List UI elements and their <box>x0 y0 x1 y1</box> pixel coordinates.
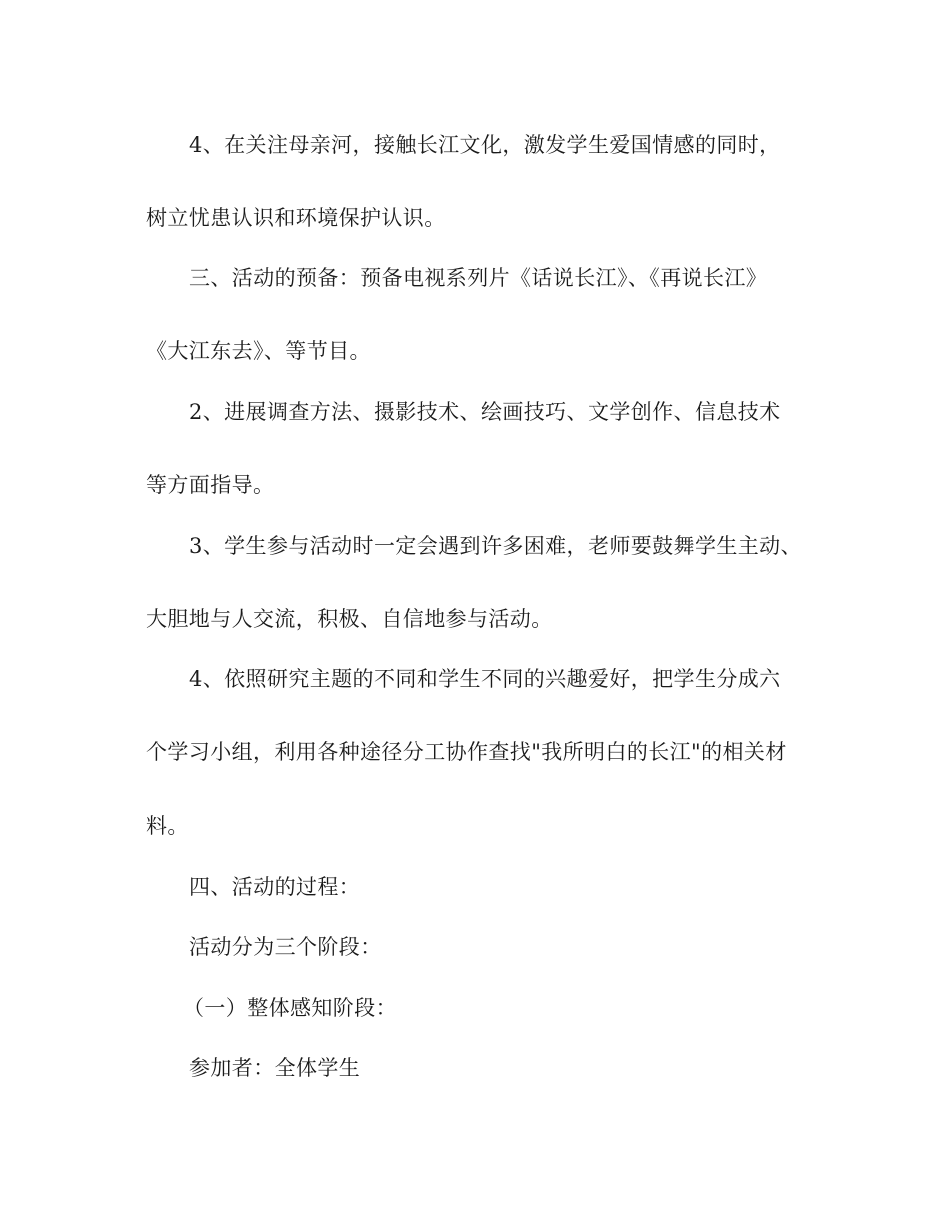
paragraph-line: 2、进展调查方法、摄影技术、绘画技巧、文学创作、信息技术 <box>189 400 781 424</box>
subsection-heading-line: （一）整体感知阶段： <box>183 996 397 1020</box>
paragraph-line: 树立忧患认识和环境保护认识。 <box>146 206 446 230</box>
paragraph-line: 等方面指导。 <box>146 473 275 497</box>
paragraph-line: 个学习小组，利用各种途径分工协作查找"我所明白的长江"的相关材 <box>146 740 787 764</box>
section-heading-line: 四、活动的过程： <box>189 875 361 899</box>
section-heading-line: 三、活动的预备：预备电视系列片《话说长江》、《再说长江》 <box>189 266 768 290</box>
paragraph-line: 活动分为三个阶段： <box>189 935 382 959</box>
paragraph-line: 3、学生参与活动时一定会遇到许多困难，老师要鼓舞学生主动、 <box>189 534 802 558</box>
paragraph-line: 《大江东去》、等节目。 <box>146 339 371 363</box>
paragraph-line: 大胆地与人交流，积极、自信地参与活动。 <box>146 607 553 631</box>
paragraph-line: 料。 <box>146 814 189 838</box>
paragraph-line: 4、依照研究主题的不同和学生不同的兴趣爱好，把学生分成六 <box>189 667 781 691</box>
paragraph-line: 参加者：全体学生 <box>189 1056 361 1080</box>
paragraph-line: 4、在关注母亲河，接触长江文化，激发学生爱国情感的同时， <box>189 133 781 157</box>
